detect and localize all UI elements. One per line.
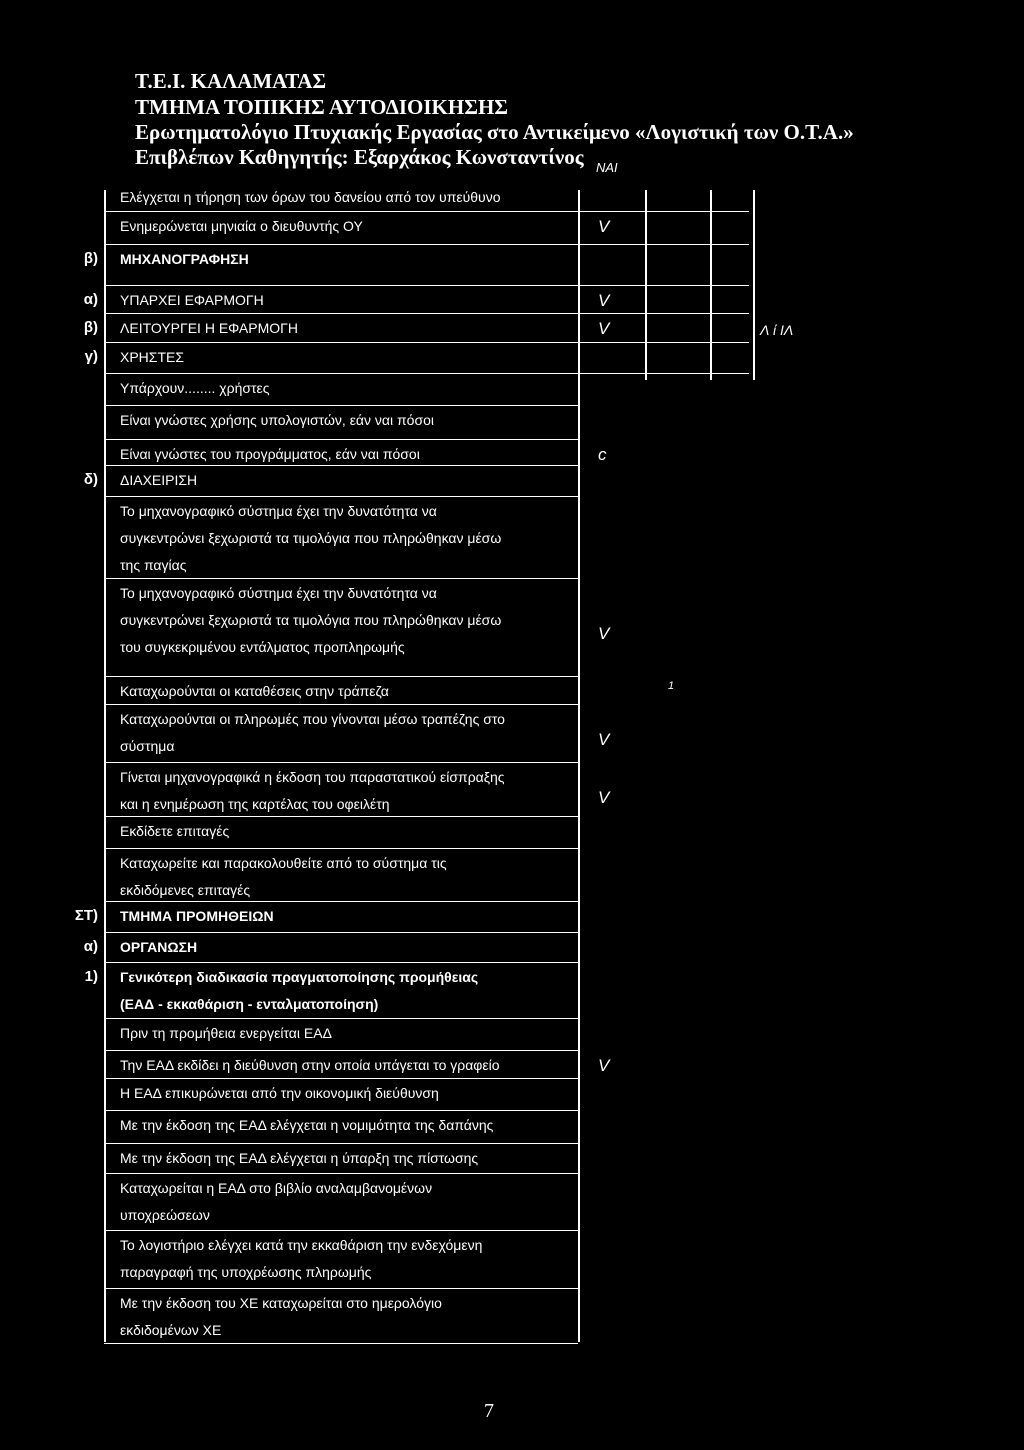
table-divider-left — [104, 190, 106, 1342]
row-divider — [104, 465, 578, 466]
row-label: β) — [83, 319, 98, 336]
questionnaire-title: Ερωτηματολόγιο Πτυχιακής Εργασίας στο Αντικείμενο «Λογιστική των Ο.Τ.Α.» — [135, 120, 854, 144]
row-text: Καταχωρείται η ΕΑΔ στο βιβλίο αναλαμβανομένων — [120, 1180, 433, 1196]
handwritten-note: Λ ί ΙΛ — [760, 322, 794, 338]
row-divider — [104, 1230, 578, 1231]
row-text: Εκδίδετε επιταγές — [120, 823, 230, 839]
row-divider — [104, 962, 578, 963]
checkmark: c — [598, 445, 607, 464]
row-text: Είναι γνώστες χρήσης υπολογιστών, εάν ναι πόσοι — [120, 412, 434, 428]
row-divider — [104, 211, 749, 212]
row-text: ΧΡΗΣΤΕΣ — [120, 349, 184, 365]
row-divider — [104, 244, 749, 245]
row-text: Με την έκδοση της ΕΑΔ ελέγχεται η νομιμότητα της δαπάνης — [120, 1117, 494, 1133]
row-text: Γενικότερη διαδικασία πραγματοποίησης προμήθειας — [120, 969, 479, 985]
institution-name: Τ.Ε.Ι. ΚΑΛΑΜΑΤΑΣ — [135, 69, 327, 93]
row-text: Το μηχανογραφικό σύστημα έχει την δυνατότητα να — [120, 585, 437, 601]
row-divider — [104, 439, 578, 440]
row-divider — [104, 313, 749, 314]
handwritten-note: 1 — [668, 680, 675, 692]
row-text: και η ενημέρωση της καρτέλας του οφειλέτη — [120, 796, 390, 812]
row-text: Η ΕΑΔ επικυρώνεται από την οικονομική διεύθυνση — [120, 1085, 439, 1101]
row-text: Είναι γνώστες του προγράμματος, εάν ναι πόσοι — [120, 446, 420, 462]
row-text: Καταχωρείτε και παρακολουθείτε από το σύστημα τις — [120, 855, 447, 871]
row-text: ΤΜΗΜΑ ΠΡΟΜΗΘΕΙΩΝ — [120, 908, 274, 924]
row-text: εκδιδόμενες επιταγές — [120, 882, 251, 898]
row-label: 1) — [84, 968, 98, 985]
yes-column-mark: ΝΑΙ — [596, 160, 618, 175]
row-text: Ελέγχεται η τήρηση των όρων του δανείου από τον υπεύθυνο — [120, 189, 501, 205]
row-divider — [104, 342, 749, 343]
row-text: Ενημερώνεται μηνιαία ο διευθυντής ΟΥ — [120, 218, 363, 234]
checkmark: V — [598, 788, 610, 807]
row-text: σύστημα — [120, 738, 175, 754]
row-divider — [104, 405, 578, 406]
row-divider — [104, 704, 578, 705]
row-label: δ) — [83, 471, 98, 488]
row-divider — [104, 1050, 578, 1051]
row-divider — [104, 373, 749, 374]
checkmark: V — [598, 319, 610, 338]
row-text: της παγίας — [120, 557, 187, 573]
checkmark: V — [598, 730, 610, 749]
department-name: ΤΜΗΜΑ ΤΟΠΙΚΗΣ ΑΥΤΟΔΙΟΙΚΗΣΗΣ — [135, 95, 509, 119]
row-divider — [104, 496, 578, 497]
row-divider — [104, 901, 578, 902]
table-divider-answer — [578, 190, 580, 1342]
checkmark: V — [598, 1056, 610, 1075]
row-text: συγκεντρώνει ξεχωριστά τα τιμολόγια που πληρώθηκαν μέσω — [120, 530, 502, 546]
row-label: γ) — [84, 348, 98, 365]
row-divider — [104, 285, 749, 286]
row-text: ΜΗΧΑΝΟΓΡΑΦΗΣΗ — [120, 251, 249, 267]
row-text: υποχρεώσεων — [120, 1207, 210, 1223]
row-label: α) — [83, 291, 98, 308]
checkmark: V — [598, 217, 610, 236]
row-divider — [104, 932, 578, 933]
row-divider — [104, 848, 578, 849]
row-divider — [104, 578, 578, 579]
row-text: Γίνεται μηχανογραφικά η έκδοση του παραστατικού είσπραξης — [120, 769, 505, 785]
row-divider — [104, 1018, 578, 1019]
row-text: Το λογιστήριο ελέγχει κατά την εκκαθάριση την ενδεχόμενη — [120, 1237, 483, 1253]
row-divider — [104, 1143, 578, 1144]
row-divider — [104, 676, 578, 677]
table-divider-notes — [753, 190, 755, 380]
row-text: Υπάρχουν........ χρήστες — [120, 380, 270, 396]
row-divider — [104, 1288, 578, 1289]
row-text: ΟΡΓΑΝΩΣΗ — [120, 939, 198, 955]
checkmark: V — [598, 624, 610, 643]
row-text: Καταχωρούνται οι πληρωμές που γίνονται μέσω τραπέζης στο — [120, 711, 505, 727]
row-divider — [104, 1173, 578, 1174]
row-divider — [104, 816, 578, 817]
row-divider — [104, 1078, 578, 1079]
row-text: Καταχωρούνται οι καταθέσεις στην τράπεζα — [120, 683, 389, 699]
row-text: παραγραφή της υποχρέωσης πληρωμής — [120, 1264, 372, 1280]
row-label: α) — [83, 938, 98, 955]
row-text: Την ΕΑΔ εκδίδει η διεύθυνση στην οποία υπάγεται το γραφείο — [120, 1057, 500, 1073]
supervisor-line: Επιβλέπων Καθηγητής: Εξαρχάκος Κωνσταντίνος — [135, 145, 584, 169]
row-divider — [104, 762, 578, 763]
row-divider — [104, 1343, 578, 1344]
row-text: (ΕΑΔ - εκκαθάριση - ενταλματοποίηση) — [120, 996, 379, 1012]
row-text: Με την έκδοση του ΧΕ καταχωρείται στο ημερολόγιο — [120, 1295, 442, 1311]
row-label: β) — [83, 250, 98, 267]
row-text: Με την έκδοση της ΕΑΔ ελέγχεται η ύπαρξη της πίστωσης — [120, 1150, 479, 1166]
row-text: ΛΕΙΤΟΥΡΓΕΙ Η ΕΦΑΡΜΟΓΗ — [120, 320, 298, 336]
page-number: 7 — [484, 1400, 494, 1422]
checkmark: V — [598, 291, 610, 310]
row-divider — [104, 1110, 578, 1111]
row-text: ΥΠΑΡΧΕΙ ΕΦΑΡΜΟΓΗ — [120, 292, 264, 308]
row-text: ΔΙΑΧΕΙΡΙΣΗ — [120, 472, 198, 488]
row-label: ΣΤ) — [74, 907, 98, 924]
row-text: Πριν τη προμήθεια ενεργείται ΕΑΔ — [120, 1025, 332, 1041]
row-text: συγκεντρώνει ξεχωριστά τα τιμολόγια που πληρώθηκαν μέσω — [120, 612, 502, 628]
row-text: του συγκεκριμένου εντάλματος προπληρωμής — [120, 639, 405, 655]
row-text: Το μηχανογραφικό σύστημα έχει την δυνατότητα να — [120, 503, 437, 519]
row-text: εκδιδομένων ΧΕ — [120, 1322, 222, 1338]
